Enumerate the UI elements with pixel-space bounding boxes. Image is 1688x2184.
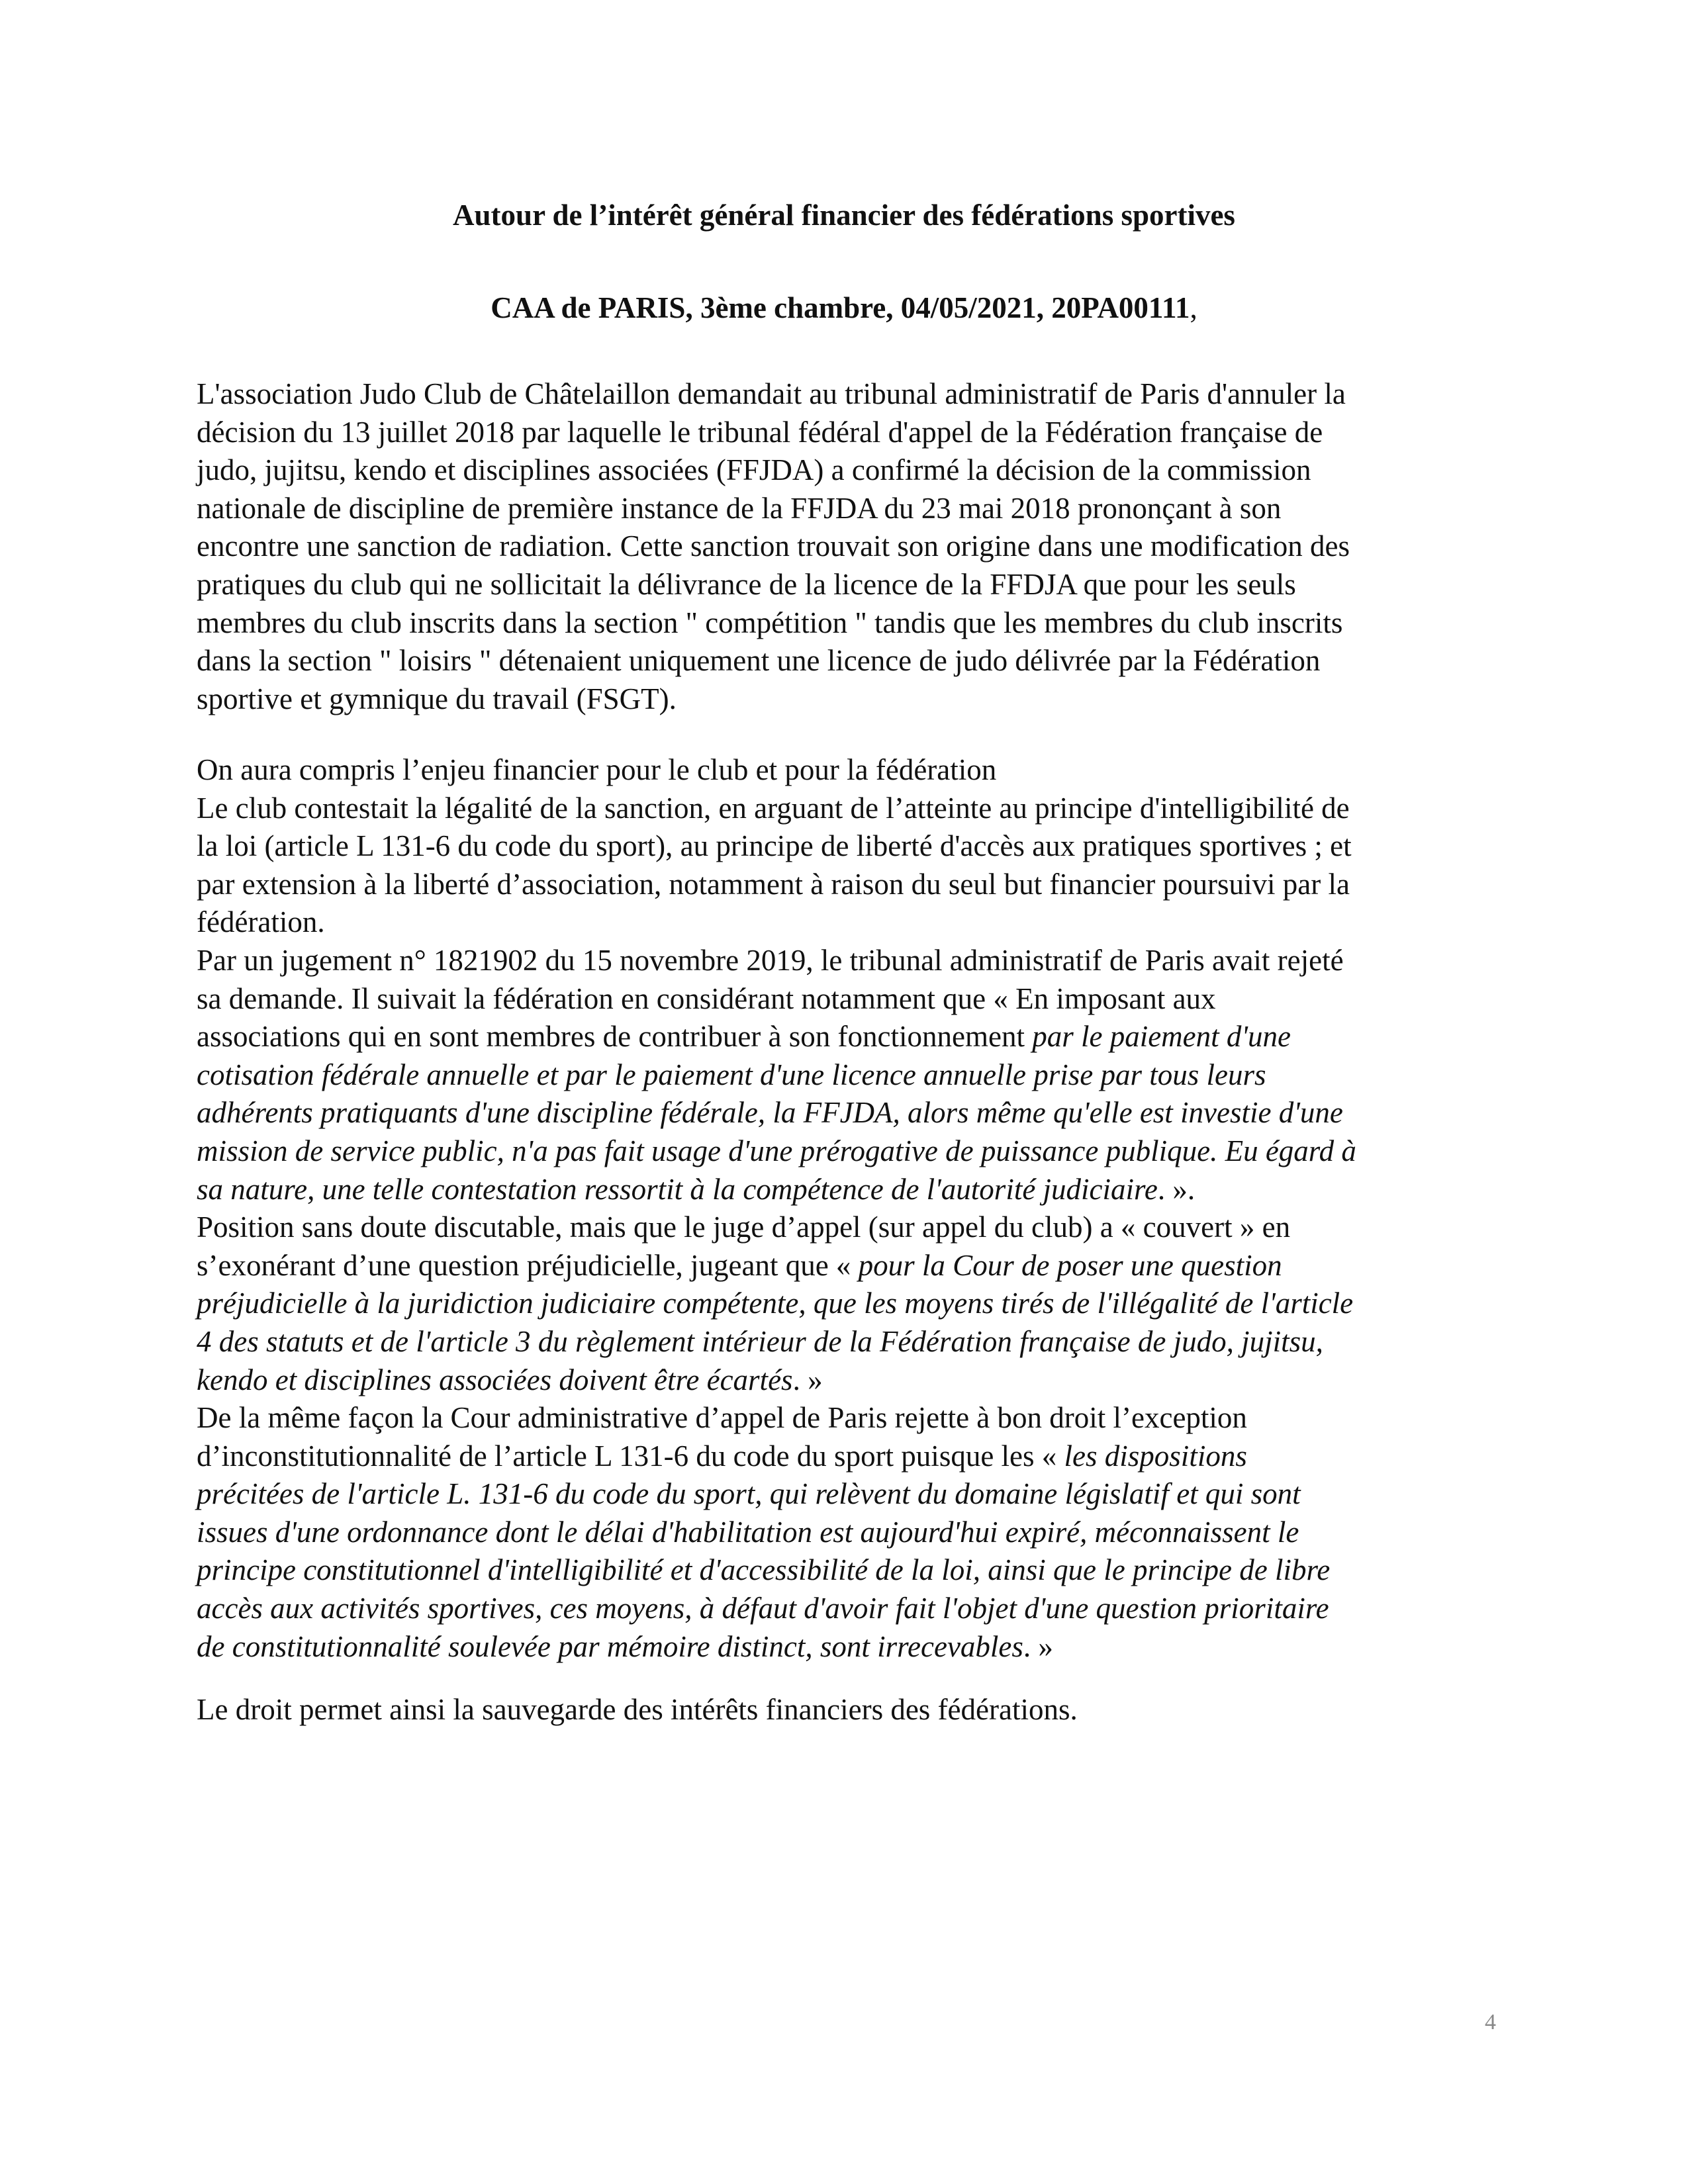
quote-run: kendo et disciplines associées doivent être écartés <box>197 1363 793 1396</box>
quote-line: issues d'une ordonnance dont le délai d'habilitation est aujourd'hui expiré, méconnaissent le <box>197 1515 1299 1549</box>
quote-line: mission de service public, n'a pas fait usage d'une prérogative de puissance publique. Eu égard à <box>197 1134 1356 1167</box>
text-run: . ». <box>1157 1172 1196 1206</box>
text-line: la loi (article L 131-6 du code du sport), au principe de liberté d'accès aux pratiques sportives ; et <box>197 829 1352 863</box>
text-line <box>197 1437 1494 1476</box>
case-reference: CAA de PARIS, 3ème chambre, 04/05/2021, 20PA00111 <box>491 291 1190 324</box>
text-line: judo, jujitsu, kendo et disciplines associées (FFJDA) a confirmé la décision de la commission <box>197 453 1311 487</box>
quote-line: cotisation fédérale annuelle et par le paiement d'une licence annuelle prise par tous leurs <box>197 1058 1266 1091</box>
text-run: . » <box>792 1363 823 1396</box>
document-subtitle <box>0 289 1688 326</box>
document-title: Autour de l’intérêt général financier des fédérations sportives <box>453 199 1235 232</box>
quote-run: pour la Cour de poser une question <box>858 1248 1282 1282</box>
text-line <box>197 1361 1494 1400</box>
text-run: associations qui en sont membres de contribuer à son fonctionnement <box>197 1020 1033 1054</box>
text-line: membres du club inscrits dans la section " compétition " tandis que les membres du club inscrits <box>197 606 1343 639</box>
text-run: s’exonérant d’une question préjudicielle, jugeant que « <box>197 1248 859 1282</box>
text-line: Le droit permet ainsi la sauvegarde des intérêts financiers des fédérations. <box>197 1693 1078 1726</box>
paragraph-analysis <box>197 751 1494 1666</box>
quote-run: de constitutionnalité soulevée par mémoire distinct, sont irrecevables <box>197 1629 1023 1663</box>
text-run: d’inconstitutionnalité de l’article L 131-6 du code du sport puisque les « <box>197 1439 1064 1473</box>
text-line <box>197 1247 1494 1285</box>
text-line: pratiques du club qui ne sollicitait la délivrance de la licence de la FFDJA que pour les seuls <box>197 567 1296 601</box>
quote-run: les dispositions <box>1064 1439 1247 1473</box>
text-line: On aura compris l’enjeu financier pour le club et pour la fédération <box>197 753 997 786</box>
paragraph-conclusion <box>197 1691 1494 1729</box>
quote-line: précitées de l'article L. 131-6 du code du sport, qui relèvent du domaine législatif et qui sont <box>197 1477 1301 1511</box>
page-number: 4 <box>1485 2010 1496 2034</box>
text-line: Le club contestait la légalité de la sanction, en arguant de l’atteinte au principe d'intelligibilité de <box>197 791 1350 825</box>
text-line: L'association Judo Club de Châtelaillon demandait au tribunal administratif de Paris d'annuler la <box>197 377 1346 410</box>
quote-line: principe constitutionnel d'intelligibilité et d'accessibilité de la loi, ainsi que le principe de libre <box>197 1553 1331 1587</box>
text-line: sportive et gymnique du travail (FSGT). <box>197 682 677 715</box>
text-line: par extension à la liberté d’association, notamment à raison du seul but financier poursuivi par la <box>197 867 1350 901</box>
text-line: fédération. <box>197 905 325 939</box>
text-line: encontre une sanction de radiation. Cette sanction trouvait son origine dans une modification des <box>197 529 1350 563</box>
text-line: Position sans doute discutable, mais que le juge d’appel (sur appel du club) a « couvert » en <box>197 1210 1291 1244</box>
quote-line: préjudicielle à la juridiction judiciaire compétente, que les moyens tirés de l'illégalité de l'article <box>197 1287 1354 1320</box>
text-line: De la même façon la Cour administrative d’appel de Paris rejette à bon droit l’exception <box>197 1401 1247 1435</box>
text-line: nationale de discipline de première instance de la FFJDA du 23 mai 2018 prononçant à son <box>197 491 1282 525</box>
text-line <box>197 1171 1494 1209</box>
quote-run: par le paiement d'une <box>1032 1020 1291 1054</box>
quote-line: accès aux activités sportives, ces moyens, à défaut d'avoir fait l'objet d'une question prioritaire <box>197 1592 1329 1625</box>
paragraph-facts <box>197 375 1494 718</box>
text-run: . » <box>1023 1629 1053 1663</box>
text-line <box>197 1018 1494 1056</box>
text-line: dans la section " loisirs " détenaient uniquement une licence de judo délivrée par la Fédération <box>197 644 1321 678</box>
text-line: décision du 13 juillet 2018 par laquelle le tribunal fédéral d'appel de la Fédération française de <box>197 415 1323 449</box>
text-line: Par un jugement n° 1821902 du 15 novembre 2019, le tribunal administratif de Paris avait rejeté <box>197 943 1344 977</box>
text-line <box>197 1628 1494 1666</box>
quote-run: sa nature, une telle contestation ressortit à la compétence de l'autorité judiciaire <box>197 1172 1158 1206</box>
case-reference-comma: , <box>1190 291 1197 324</box>
quote-line: adhérents pratiquants d'une discipline fédérale, la FFJDA, alors même qu'elle est investie d'une <box>197 1096 1343 1130</box>
quote-line: 4 des statuts et de l'article 3 du règlement intérieur de la Fédération française de judo, jujitsu, <box>197 1324 1323 1358</box>
text-line: sa demande. Il suivait la fédération en considérant notamment que « En imposant aux <box>197 981 1216 1015</box>
